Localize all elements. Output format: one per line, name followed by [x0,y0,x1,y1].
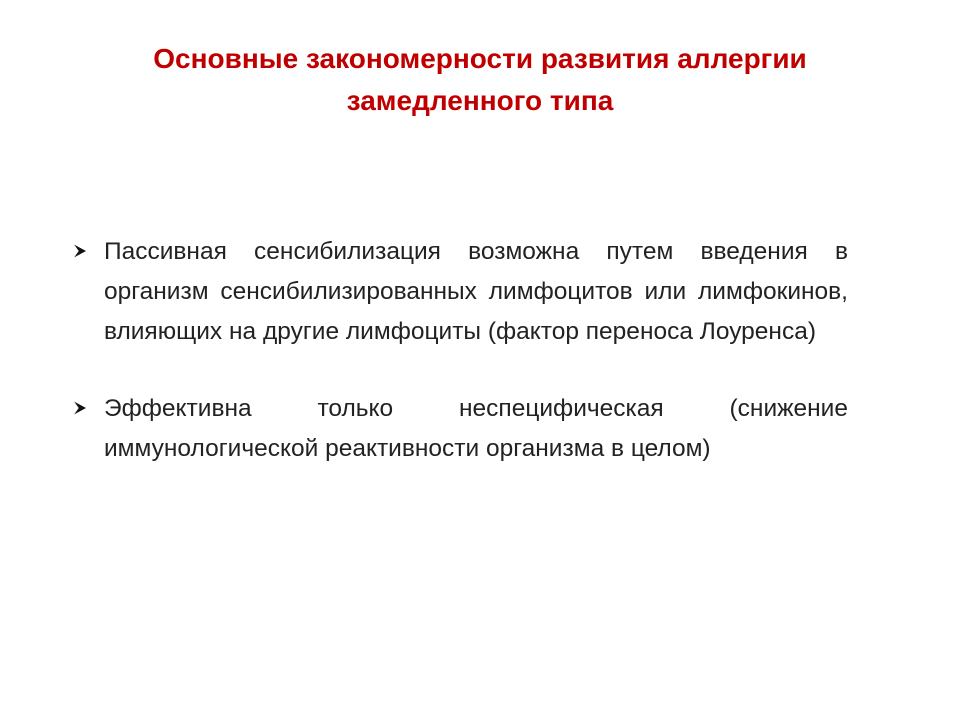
slide-title-line-1: Основные закономерности развития аллергии [153,43,807,74]
bullet-item [70,232,848,352]
arrow-bullet-icon [70,398,90,418]
slide-title-line-2: замедленного типа [346,85,614,116]
bullet-text: Пассивная сенсибилизация возможна путем введения в организм сенсибилизированных лимфоцитов или лимфокинов, влияющих на другие лимфоциты (фактор переноса Лоуренса) [104,238,848,345]
bullet-text: Эффективна только неспецифическая (снижение иммунологической реактивности организма в целом) [104,395,848,462]
slide-title [60,38,900,122]
arrow-bullet-icon [70,241,90,261]
bullet-list [70,232,848,506]
bullet-item [70,389,848,469]
